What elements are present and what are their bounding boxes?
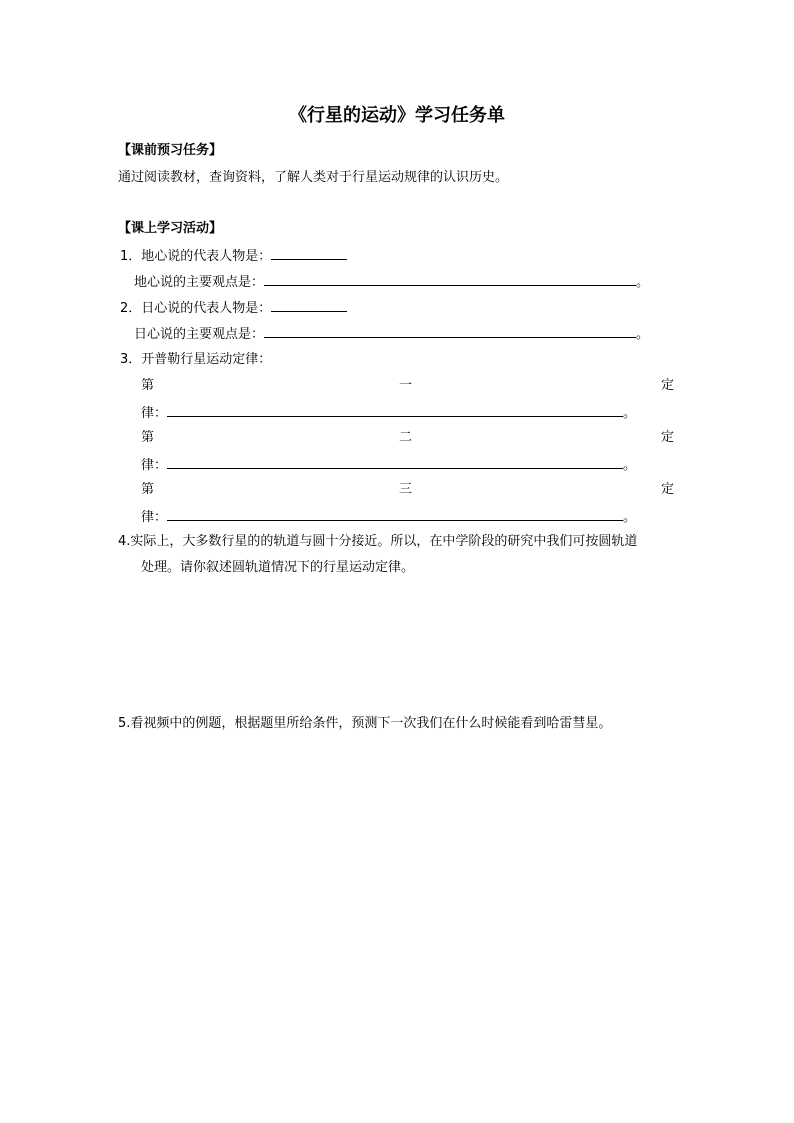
law1-a: 第 xyxy=(141,378,155,393)
law1-blank[interactable] xyxy=(167,403,623,417)
q5-text: 5.看视频中的例题，根据题里所给条件，预测下一次我们在什么时候能看到哈雷彗星。 xyxy=(118,716,612,731)
law2-line: 律： 。 xyxy=(141,455,636,475)
law3-blank[interactable] xyxy=(167,507,623,521)
law3-a: 第 xyxy=(141,482,155,497)
law1-c: 定 xyxy=(661,378,675,393)
q4-line2: 处理。请你叙述圆轨道情况下的行星运动定律。 xyxy=(141,560,415,575)
law2-c: 定 xyxy=(661,430,675,445)
q2-sub: 日心说的主要观点是： 。 xyxy=(134,324,649,344)
q1-label: 1．地心说的代表人物是： xyxy=(120,246,347,266)
law1-line: 律： 。 xyxy=(141,403,636,423)
law2-b: 二 xyxy=(399,430,413,445)
law2-blank[interactable] xyxy=(167,455,623,469)
q4-line1: 4.实际上，大多数行星的的轨道与圆十分接近。所以，在中学阶段的研究中我们可按圆轨道 xyxy=(118,534,638,549)
q1-viewpoint-blank[interactable] xyxy=(264,272,636,286)
q2-viewpoint-blank[interactable] xyxy=(264,324,636,338)
page-title: 《行星的运动》学习任务单 xyxy=(289,105,505,126)
preview-heading: 【课前预习任务】 xyxy=(118,143,223,158)
q3-label: 3．开普勒行星运动定律： xyxy=(120,352,272,367)
law1-b: 一 xyxy=(399,378,413,393)
preview-text: 通过阅读教材，查询资料，了解人类对于行星运动规律的认识历史。 xyxy=(118,170,509,185)
law3-b: 三 xyxy=(399,482,413,497)
law3-line: 律： 。 xyxy=(141,507,636,527)
law2-a: 第 xyxy=(141,430,155,445)
activity-heading: 【课上学习活动】 xyxy=(118,221,223,236)
q2-answer-blank[interactable] xyxy=(271,298,347,312)
q1-answer-blank[interactable] xyxy=(271,246,347,260)
law3-c: 定 xyxy=(661,482,675,497)
q1-sub: 地心说的主要观点是： 。 xyxy=(134,272,649,292)
q2-label: 2．日心说的代表人物是： xyxy=(120,298,347,318)
